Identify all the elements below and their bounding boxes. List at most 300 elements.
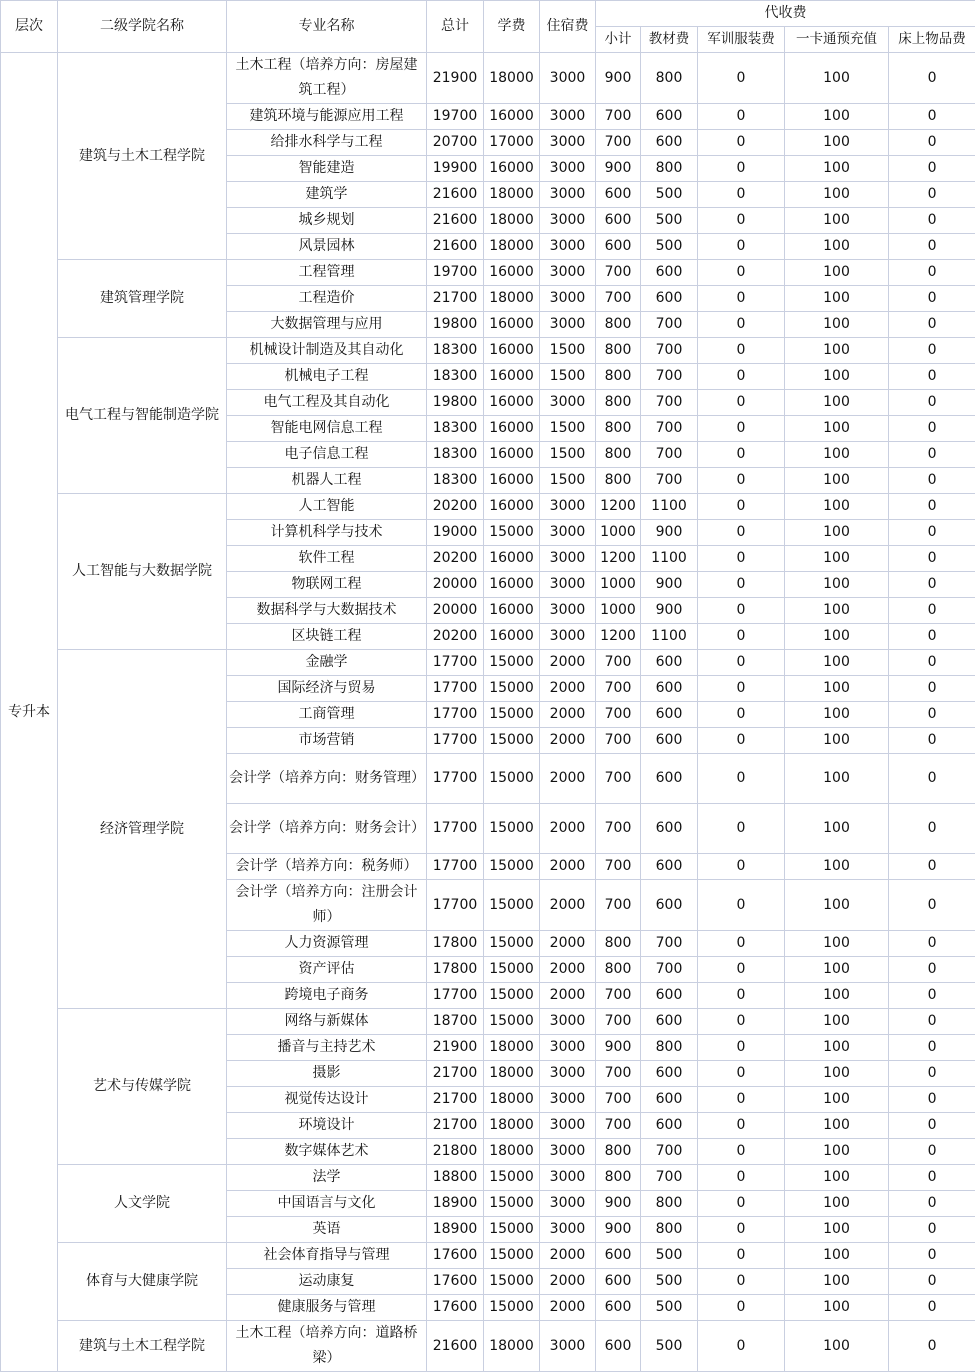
- subtotal-cell: 800: [596, 442, 641, 468]
- subtotal-cell: 1000: [596, 598, 641, 624]
- textbook-cell: 600: [641, 676, 698, 702]
- bedding-cell: 0: [889, 880, 975, 931]
- total-cell: 19000: [427, 520, 484, 546]
- bedding-cell: 0: [889, 156, 975, 182]
- major-cell: 社会体育指导与管理: [227, 1243, 427, 1269]
- uniform-cell: 0: [698, 1321, 785, 1372]
- tuition-cell: 16000: [484, 598, 540, 624]
- dorm-cell: 3000: [540, 312, 596, 338]
- tuition-cell: 16000: [484, 390, 540, 416]
- major-cell: 数据科学与大数据技术: [227, 598, 427, 624]
- dorm-cell: 3000: [540, 1035, 596, 1061]
- total-cell: 21700: [427, 1061, 484, 1087]
- textbook-cell: 500: [641, 182, 698, 208]
- dorm-cell: 3000: [540, 546, 596, 572]
- tuition-cell: 16000: [484, 442, 540, 468]
- tuition-cell: 15000: [484, 1295, 540, 1321]
- card-cell: 100: [785, 572, 889, 598]
- bedding-cell: 0: [889, 1087, 975, 1113]
- total-cell: 18800: [427, 1165, 484, 1191]
- dorm-cell: 3000: [540, 1061, 596, 1087]
- tuition-cell: 15000: [484, 983, 540, 1009]
- bedding-cell: 0: [889, 468, 975, 494]
- dorm-cell: 2000: [540, 676, 596, 702]
- dorm-cell: 3000: [540, 1139, 596, 1165]
- textbook-cell: 600: [641, 983, 698, 1009]
- uniform-cell: 0: [698, 234, 785, 260]
- subtotal-cell: 1200: [596, 494, 641, 520]
- header-college: 二级学院名称: [58, 1, 227, 53]
- level-cell: 专升本: [1, 53, 58, 1372]
- total-cell: 21700: [427, 1087, 484, 1113]
- subtotal-cell: 800: [596, 1139, 641, 1165]
- bedding-cell: 0: [889, 957, 975, 983]
- tuition-cell: 15000: [484, 520, 540, 546]
- uniform-cell: 0: [698, 804, 785, 854]
- uniform-cell: 0: [698, 1243, 785, 1269]
- uniform-cell: 0: [698, 182, 785, 208]
- major-cell: 健康服务与管理: [227, 1295, 427, 1321]
- major-cell: 区块链工程: [227, 624, 427, 650]
- card-cell: 100: [785, 1243, 889, 1269]
- header-total: 总计: [427, 1, 484, 53]
- dorm-cell: 3000: [540, 208, 596, 234]
- bedding-cell: 0: [889, 1035, 975, 1061]
- subtotal-cell: 800: [596, 338, 641, 364]
- textbook-cell: 800: [641, 1217, 698, 1243]
- bedding-cell: 0: [889, 728, 975, 754]
- major-cell: 智能电网信息工程: [227, 416, 427, 442]
- bedding-cell: 0: [889, 1191, 975, 1217]
- tuition-cell: 15000: [484, 957, 540, 983]
- dorm-cell: 2000: [540, 1295, 596, 1321]
- header-tuition: 学费: [484, 1, 540, 53]
- dorm-cell: 3000: [540, 1087, 596, 1113]
- card-cell: 100: [785, 208, 889, 234]
- textbook-cell: 800: [641, 156, 698, 182]
- dorm-cell: 3000: [540, 572, 596, 598]
- tuition-cell: 15000: [484, 754, 540, 804]
- total-cell: 21600: [427, 208, 484, 234]
- textbook-cell: 800: [641, 53, 698, 104]
- uniform-cell: 0: [698, 1113, 785, 1139]
- bedding-cell: 0: [889, 53, 975, 104]
- major-cell: 摄影: [227, 1061, 427, 1087]
- dorm-cell: 2000: [540, 702, 596, 728]
- header-collected: 代收费: [596, 1, 975, 27]
- textbook-cell: 800: [641, 1035, 698, 1061]
- total-cell: 20200: [427, 494, 484, 520]
- uniform-cell: 0: [698, 494, 785, 520]
- dorm-cell: 2000: [540, 957, 596, 983]
- total-cell: 21900: [427, 53, 484, 104]
- major-cell: 电气工程及其自动化: [227, 390, 427, 416]
- major-cell: 智能建造: [227, 156, 427, 182]
- subtotal-cell: 1200: [596, 624, 641, 650]
- bedding-cell: 0: [889, 182, 975, 208]
- card-cell: 100: [785, 442, 889, 468]
- card-cell: 100: [785, 1321, 889, 1372]
- card-cell: 100: [785, 931, 889, 957]
- bedding-cell: 0: [889, 416, 975, 442]
- tuition-cell: 15000: [484, 1243, 540, 1269]
- major-cell: 人力资源管理: [227, 931, 427, 957]
- card-cell: 100: [785, 728, 889, 754]
- major-cell: 会计学（培养方向：税务师）: [227, 854, 427, 880]
- major-cell: 网络与新媒体: [227, 1009, 427, 1035]
- tuition-cell: 16000: [484, 104, 540, 130]
- textbook-cell: 600: [641, 1113, 698, 1139]
- tuition-cell: 15000: [484, 1165, 540, 1191]
- dorm-cell: 2000: [540, 650, 596, 676]
- uniform-cell: 0: [698, 931, 785, 957]
- card-cell: 100: [785, 754, 889, 804]
- uniform-cell: 0: [698, 676, 785, 702]
- dorm-cell: 2000: [540, 754, 596, 804]
- uniform-cell: 0: [698, 1139, 785, 1165]
- major-cell: 物联网工程: [227, 572, 427, 598]
- dorm-cell: 3000: [540, 390, 596, 416]
- uniform-cell: 0: [698, 702, 785, 728]
- card-cell: 100: [785, 983, 889, 1009]
- textbook-cell: 600: [641, 130, 698, 156]
- major-cell: 工商管理: [227, 702, 427, 728]
- total-cell: 18300: [427, 442, 484, 468]
- dorm-cell: 2000: [540, 931, 596, 957]
- uniform-cell: 0: [698, 728, 785, 754]
- dorm-cell: 3000: [540, 182, 596, 208]
- tuition-cell: 15000: [484, 931, 540, 957]
- subtotal-cell: 700: [596, 983, 641, 1009]
- card-cell: 100: [785, 1087, 889, 1113]
- bedding-cell: 0: [889, 1113, 975, 1139]
- dorm-cell: 3000: [540, 1217, 596, 1243]
- total-cell: 17700: [427, 854, 484, 880]
- subtotal-cell: 600: [596, 1269, 641, 1295]
- card-cell: 100: [785, 364, 889, 390]
- total-cell: 20700: [427, 130, 484, 156]
- major-cell: 工程造价: [227, 286, 427, 312]
- total-cell: 18700: [427, 1009, 484, 1035]
- uniform-cell: 0: [698, 1269, 785, 1295]
- tuition-cell: 16000: [484, 364, 540, 390]
- table-row: [1, 1009, 975, 1035]
- total-cell: 17700: [427, 676, 484, 702]
- subtotal-cell: 600: [596, 234, 641, 260]
- textbook-cell: 700: [641, 1165, 698, 1191]
- card-cell: 100: [785, 546, 889, 572]
- tuition-cell: 15000: [484, 854, 540, 880]
- bedding-cell: 0: [889, 983, 975, 1009]
- card-cell: 100: [785, 494, 889, 520]
- bedding-cell: 0: [889, 1061, 975, 1087]
- subtotal-cell: 900: [596, 53, 641, 104]
- card-cell: 100: [785, 1139, 889, 1165]
- total-cell: 17700: [427, 728, 484, 754]
- uniform-cell: 0: [698, 1061, 785, 1087]
- subtotal-cell: 600: [596, 1321, 641, 1372]
- total-cell: 18300: [427, 364, 484, 390]
- subtotal-cell: 700: [596, 728, 641, 754]
- textbook-cell: 700: [641, 312, 698, 338]
- major-cell: 土木工程（培养方向：房屋建筑工程）: [227, 53, 427, 104]
- major-cell: 机械电子工程: [227, 364, 427, 390]
- subtotal-cell: 800: [596, 390, 641, 416]
- subtotal-cell: 900: [596, 1035, 641, 1061]
- subtotal-cell: 900: [596, 1191, 641, 1217]
- bedding-cell: 0: [889, 624, 975, 650]
- bedding-cell: 0: [889, 1139, 975, 1165]
- textbook-cell: 500: [641, 208, 698, 234]
- total-cell: 18900: [427, 1191, 484, 1217]
- uniform-cell: 0: [698, 104, 785, 130]
- subtotal-cell: 700: [596, 260, 641, 286]
- college-cell: 电气工程与智能制造学院: [58, 338, 227, 494]
- tuition-cell: 15000: [484, 676, 540, 702]
- total-cell: 18300: [427, 416, 484, 442]
- total-cell: 21600: [427, 182, 484, 208]
- card-cell: 100: [785, 234, 889, 260]
- bedding-cell: 0: [889, 442, 975, 468]
- subtotal-cell: 700: [596, 754, 641, 804]
- uniform-cell: 0: [698, 468, 785, 494]
- bedding-cell: 0: [889, 494, 975, 520]
- tuition-cell: 16000: [484, 156, 540, 182]
- subtotal-cell: 1200: [596, 546, 641, 572]
- total-cell: 17800: [427, 957, 484, 983]
- textbook-cell: 1100: [641, 546, 698, 572]
- major-cell: 英语: [227, 1217, 427, 1243]
- total-cell: 17600: [427, 1243, 484, 1269]
- table-row: [1, 338, 975, 364]
- textbook-cell: 600: [641, 1087, 698, 1113]
- textbook-cell: 600: [641, 1061, 698, 1087]
- header-level: 层次: [1, 1, 58, 53]
- uniform-cell: 0: [698, 416, 785, 442]
- card-cell: 100: [785, 1035, 889, 1061]
- card-cell: 100: [785, 854, 889, 880]
- uniform-cell: 0: [698, 520, 785, 546]
- card-cell: 100: [785, 260, 889, 286]
- subtotal-cell: 600: [596, 208, 641, 234]
- uniform-cell: 0: [698, 364, 785, 390]
- textbook-cell: 700: [641, 442, 698, 468]
- tuition-cell: 15000: [484, 728, 540, 754]
- dorm-cell: 2000: [540, 1269, 596, 1295]
- dorm-cell: 2000: [540, 1243, 596, 1269]
- uniform-cell: 0: [698, 260, 785, 286]
- dorm-cell: 3000: [540, 104, 596, 130]
- tuition-cell: 15000: [484, 1269, 540, 1295]
- bedding-cell: 0: [889, 676, 975, 702]
- major-cell: 会计学（培养方向：财务管理）: [227, 754, 427, 804]
- textbook-cell: 600: [641, 804, 698, 854]
- dorm-cell: 3000: [540, 286, 596, 312]
- bedding-cell: 0: [889, 312, 975, 338]
- table-row: [1, 494, 975, 520]
- dorm-cell: 1500: [540, 364, 596, 390]
- card-cell: 100: [785, 53, 889, 104]
- uniform-cell: 0: [698, 650, 785, 676]
- tuition-cell: 18000: [484, 1087, 540, 1113]
- textbook-cell: 600: [641, 754, 698, 804]
- bedding-cell: 0: [889, 260, 975, 286]
- card-cell: 100: [785, 390, 889, 416]
- textbook-cell: 700: [641, 957, 698, 983]
- tuition-cell: 18000: [484, 1061, 540, 1087]
- subtotal-cell: 700: [596, 130, 641, 156]
- total-cell: 18300: [427, 338, 484, 364]
- major-cell: 土木工程（培养方向：道路桥梁）: [227, 1321, 427, 1372]
- major-cell: 城乡规划: [227, 208, 427, 234]
- bedding-cell: 0: [889, 1269, 975, 1295]
- bedding-cell: 0: [889, 1243, 975, 1269]
- textbook-cell: 800: [641, 1191, 698, 1217]
- subtotal-cell: 800: [596, 957, 641, 983]
- subtotal-cell: 1000: [596, 572, 641, 598]
- major-cell: 软件工程: [227, 546, 427, 572]
- subtotal-cell: 700: [596, 676, 641, 702]
- dorm-cell: 3000: [540, 260, 596, 286]
- card-cell: 100: [785, 468, 889, 494]
- card-cell: 100: [785, 416, 889, 442]
- total-cell: 20000: [427, 572, 484, 598]
- card-cell: 100: [785, 130, 889, 156]
- total-cell: 20200: [427, 546, 484, 572]
- bedding-cell: 0: [889, 804, 975, 854]
- total-cell: 17700: [427, 650, 484, 676]
- tuition-cell: 18000: [484, 1113, 540, 1139]
- total-cell: 21900: [427, 1035, 484, 1061]
- bedding-cell: 0: [889, 286, 975, 312]
- bedding-cell: 0: [889, 234, 975, 260]
- card-cell: 100: [785, 1061, 889, 1087]
- total-cell: 17800: [427, 931, 484, 957]
- subtotal-cell: 700: [596, 1061, 641, 1087]
- subtotal-cell: 700: [596, 286, 641, 312]
- dorm-cell: 2000: [540, 880, 596, 931]
- tuition-cell: 18000: [484, 286, 540, 312]
- dorm-cell: 2000: [540, 854, 596, 880]
- textbook-cell: 700: [641, 338, 698, 364]
- tuition-cell: 18000: [484, 182, 540, 208]
- total-cell: 17600: [427, 1269, 484, 1295]
- card-cell: 100: [785, 804, 889, 854]
- subtotal-cell: 700: [596, 650, 641, 676]
- tuition-cell: 16000: [484, 624, 540, 650]
- card-cell: 100: [785, 156, 889, 182]
- uniform-cell: 0: [698, 624, 785, 650]
- major-cell: 电子信息工程: [227, 442, 427, 468]
- tuition-cell: 16000: [484, 494, 540, 520]
- dorm-cell: 3000: [540, 1321, 596, 1372]
- uniform-cell: 0: [698, 338, 785, 364]
- subtotal-cell: 900: [596, 156, 641, 182]
- subtotal-cell: 700: [596, 1113, 641, 1139]
- tuition-cell: 15000: [484, 1191, 540, 1217]
- bedding-cell: 0: [889, 546, 975, 572]
- major-cell: 金融学: [227, 650, 427, 676]
- major-cell: 法学: [227, 1165, 427, 1191]
- dorm-cell: 2000: [540, 983, 596, 1009]
- textbook-cell: 600: [641, 286, 698, 312]
- subtotal-cell: 700: [596, 880, 641, 931]
- dorm-cell: 1500: [540, 338, 596, 364]
- card-cell: 100: [785, 880, 889, 931]
- bedding-cell: 0: [889, 520, 975, 546]
- major-cell: 市场营销: [227, 728, 427, 754]
- dorm-cell: 3000: [540, 520, 596, 546]
- textbook-cell: 600: [641, 854, 698, 880]
- subtotal-cell: 900: [596, 1217, 641, 1243]
- dorm-cell: 1500: [540, 442, 596, 468]
- uniform-cell: 0: [698, 156, 785, 182]
- college-cell: 体育与大健康学院: [58, 1243, 227, 1321]
- bedding-cell: 0: [889, 572, 975, 598]
- textbook-cell: 700: [641, 364, 698, 390]
- total-cell: 21700: [427, 286, 484, 312]
- card-cell: 100: [785, 182, 889, 208]
- tuition-cell: 15000: [484, 804, 540, 854]
- tuition-cell: 15000: [484, 1009, 540, 1035]
- tuition-cell: 18000: [484, 208, 540, 234]
- college-cell: 建筑与土木工程学院: [58, 53, 227, 260]
- textbook-cell: 700: [641, 468, 698, 494]
- subtotal-cell: 800: [596, 931, 641, 957]
- subtotal-cell: 1000: [596, 520, 641, 546]
- major-cell: 环境设计: [227, 1113, 427, 1139]
- total-cell: 17700: [427, 702, 484, 728]
- major-cell: 数字媒体艺术: [227, 1139, 427, 1165]
- tuition-cell: 16000: [484, 338, 540, 364]
- major-cell: 视觉传达设计: [227, 1087, 427, 1113]
- bedding-cell: 0: [889, 1217, 975, 1243]
- table-row: [1, 1321, 975, 1372]
- total-cell: 21600: [427, 1321, 484, 1372]
- bedding-cell: 0: [889, 598, 975, 624]
- total-cell: 17700: [427, 804, 484, 854]
- bedding-cell: 0: [889, 1295, 975, 1321]
- major-cell: 中国语言与文化: [227, 1191, 427, 1217]
- uniform-cell: 0: [698, 957, 785, 983]
- header-textbook: 教材费: [641, 27, 698, 53]
- table-body: [1, 53, 975, 1372]
- subtotal-cell: 700: [596, 702, 641, 728]
- table-row: [1, 650, 975, 676]
- tuition-cell: 18000: [484, 234, 540, 260]
- textbook-cell: 700: [641, 931, 698, 957]
- table-row: [1, 260, 975, 286]
- dorm-cell: 3000: [540, 624, 596, 650]
- uniform-cell: 0: [698, 1009, 785, 1035]
- textbook-cell: 500: [641, 234, 698, 260]
- total-cell: 17600: [427, 1295, 484, 1321]
- textbook-cell: 600: [641, 104, 698, 130]
- textbook-cell: 500: [641, 1269, 698, 1295]
- table-row: [1, 1243, 975, 1269]
- uniform-cell: 0: [698, 312, 785, 338]
- uniform-cell: 0: [698, 1087, 785, 1113]
- tuition-cell: 15000: [484, 880, 540, 931]
- tuition-cell: 18000: [484, 1139, 540, 1165]
- dorm-cell: 3000: [540, 130, 596, 156]
- card-cell: 100: [785, 1113, 889, 1139]
- dorm-cell: 3000: [540, 53, 596, 104]
- college-cell: 艺术与传媒学院: [58, 1009, 227, 1165]
- total-cell: 17700: [427, 880, 484, 931]
- major-cell: 建筑学: [227, 182, 427, 208]
- tuition-cell: 16000: [484, 260, 540, 286]
